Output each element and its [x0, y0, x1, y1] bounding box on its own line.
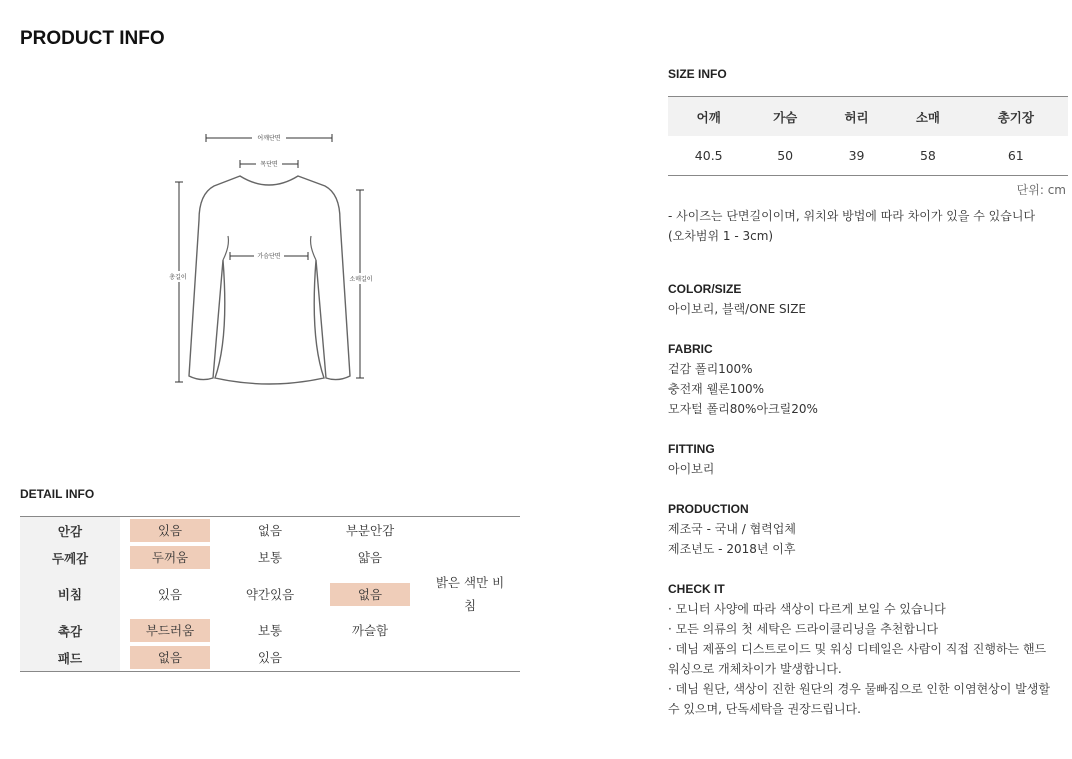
sleeve-label: 소매길이	[349, 276, 373, 283]
detail-info-table	[20, 516, 520, 672]
info-section	[668, 439, 1068, 479]
detail-row	[20, 544, 520, 571]
detail-row-head: 패드	[20, 644, 120, 672]
size-note-line: - 사이즈는 단면길이이며, 위치와 방법에 따라 차이가 있을 수 있습니다	[668, 209, 1036, 223]
detail-option-cell	[420, 617, 520, 644]
info-section-line: · 데님 제품의 디스트로이드 및 워싱 디테일은 사람이 직접 진행하는 핸드	[668, 642, 1047, 656]
info-section-line: 제조국 - 국내 / 협력업체	[668, 522, 796, 536]
detail-option-cell	[120, 644, 220, 672]
info-section-line: · 모니터 사양에 따라 색상이 다르게 보일 수 있습니다	[668, 602, 946, 616]
neck-label: 목단면	[260, 161, 278, 168]
detail-option-cell	[220, 544, 320, 571]
size-table	[668, 96, 1068, 176]
detail-option-cell	[320, 617, 420, 644]
info-section-heading: FABRIC	[668, 342, 713, 356]
detail-option-selected: 부드러움	[130, 619, 210, 642]
detail-option: 없음	[257, 523, 283, 538]
size-unit: 단위: cm	[1016, 183, 1066, 197]
detail-row	[20, 617, 520, 644]
info-section-heading: FITTING	[668, 442, 715, 456]
info-section-line: 충전재 웰론100%	[668, 382, 765, 396]
info-section-line: 제조년도 - 2018년 이후	[668, 542, 796, 556]
detail-option-cell	[120, 517, 220, 545]
page-title: PRODUCT INFO	[20, 28, 165, 49]
detail-option-cell	[220, 571, 320, 617]
detail-option	[330, 646, 410, 669]
detail-option: 있음	[157, 586, 183, 602]
detail-row-head: 비침	[20, 571, 120, 617]
size-header-cell: 어깨	[668, 97, 749, 137]
size-header-cell: 소매	[892, 97, 963, 137]
detail-option: 있음	[257, 650, 283, 665]
detail-option-cell	[120, 544, 220, 571]
detail-option-cell	[320, 517, 420, 545]
detail-row	[20, 644, 520, 672]
detail-option: 보통	[257, 550, 283, 565]
detail-row-head: 촉감	[20, 617, 120, 644]
size-header-cell: 허리	[821, 97, 892, 137]
detail-option-cell	[420, 644, 520, 672]
detail-option: 밝은 색만 비침	[435, 575, 505, 613]
detail-option: 얇음	[357, 550, 383, 565]
detail-option	[430, 646, 510, 669]
detail-row-head: 안감	[20, 517, 120, 545]
detail-option-cell	[320, 571, 420, 617]
detail-option-selected: 없음	[130, 646, 210, 669]
size-value-cell: 50	[777, 148, 794, 163]
info-section-line: 겉감 폴리100%	[668, 362, 753, 376]
size-header-cell: 총기장	[964, 97, 1068, 137]
chest-label: 가슴단면	[257, 253, 281, 260]
size-value-cell: 40.5	[694, 148, 723, 163]
info-section	[668, 499, 1068, 559]
detail-option-cell	[320, 644, 420, 672]
size-note	[668, 206, 1035, 246]
detail-option-cell	[320, 544, 420, 571]
info-section-line: 워싱으로 개체차이가 발생합니다.	[668, 662, 842, 676]
detail-option-cell	[220, 644, 320, 672]
size-note-line: (오차범위 1 - 3cm)	[668, 229, 774, 243]
info-section-heading: COLOR/SIZE	[668, 282, 742, 296]
length-label: 총길이	[169, 274, 187, 281]
info-section-line: 아이보리, 블랙/ONE SIZE	[668, 302, 807, 316]
size-value-cell: 58	[919, 148, 936, 163]
size-value-cell: 61	[1007, 148, 1024, 163]
info-section-heading: CHECK IT	[668, 582, 725, 596]
detail-option-cell	[120, 617, 220, 644]
detail-option	[430, 546, 510, 569]
shoulder-label: 어깨단면	[257, 135, 281, 142]
detail-option	[430, 619, 510, 642]
size-header-cell: 가슴	[749, 97, 820, 137]
detail-option-cell	[220, 517, 320, 545]
info-section	[668, 339, 1068, 419]
detail-option: 부분안감	[345, 523, 395, 538]
detail-row	[20, 571, 520, 617]
detail-option-selected: 두꺼움	[130, 546, 210, 569]
info-section-line: · 데님 원단, 색상이 진한 원단의 경우 물빠짐으로 인한 이염현상이 발생할	[668, 682, 1050, 696]
detail-option-selected: 있음	[130, 519, 210, 542]
detail-option-cell	[420, 571, 520, 617]
size-value-cell: 39	[848, 148, 865, 163]
detail-option-cell	[420, 544, 520, 571]
detail-info-heading: DETAIL INFO	[20, 487, 95, 501]
detail-option-cell	[420, 517, 520, 545]
detail-option: 까슬함	[351, 623, 389, 638]
shirt-outline	[189, 176, 350, 384]
info-section	[668, 279, 1068, 319]
detail-option-selected: 없음	[330, 583, 410, 606]
detail-row-head: 두께감	[20, 544, 120, 571]
info-section-line: 수 있으며, 단독세탁을 권장드립니다.	[668, 702, 861, 716]
info-section-line: 아이보리	[668, 462, 715, 476]
detail-row	[20, 517, 520, 545]
detail-option-cell	[120, 571, 220, 617]
detail-option: 보통	[257, 623, 283, 638]
info-section-line: 모자털 폴리80%아크릴20%	[668, 402, 818, 416]
info-section-line: · 모든 의류의 첫 세탁은 드라이클리닝을 추천합니다	[668, 622, 939, 636]
size-info-heading: SIZE INFO	[668, 67, 727, 81]
garment-measurement-diagram	[160, 128, 380, 390]
detail-option: 약간있음	[245, 586, 295, 602]
detail-option	[430, 519, 510, 542]
info-section	[668, 579, 1068, 719]
info-section-heading: PRODUCTION	[668, 502, 749, 516]
detail-option-cell	[220, 617, 320, 644]
